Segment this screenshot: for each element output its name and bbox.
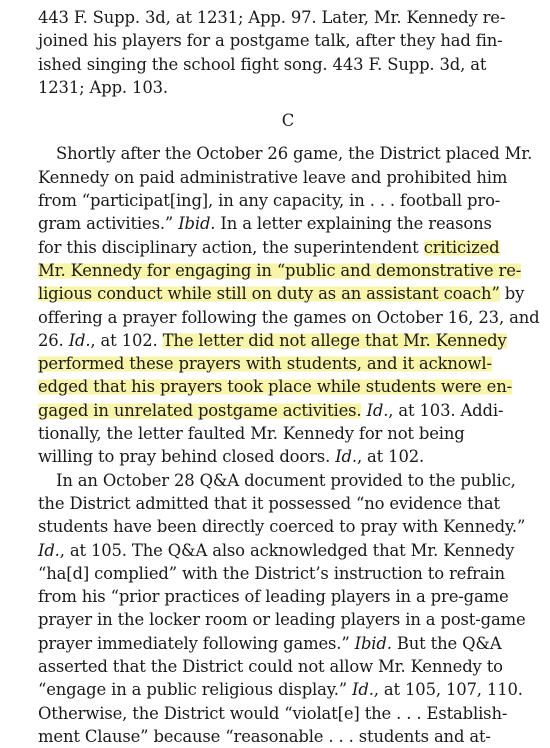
text-line [38,515,538,538]
paragraph-gap [38,99,538,109]
text-segment: prayer in the locker room or leading players in a post-game [38,610,526,630]
citation-text: Id. [352,680,374,700]
text-segment: , at 102. [356,447,425,467]
text-segment: But the Q&A [391,633,502,653]
text-segment: In a letter explaining the reasons [215,214,492,234]
text-segment: “ha[d] complied” with the District’s instruction to refrain [38,563,505,583]
citation-text: Ibid. [354,633,392,653]
text-line [38,702,538,725]
text-line [38,236,538,259]
text-segment: 26. [38,330,69,350]
text-segment: ment Clause” because “reasonable . . . students and at- [38,726,491,746]
text-line [38,329,538,352]
text-segment: , at 105, 107, 110. [373,680,523,700]
text-segment: Kennedy on paid administrative leave and prohibited him [38,167,508,187]
text-line [38,539,538,562]
text-segment: “engage in a public religious display.” [38,680,353,700]
citation-text: Id. [38,540,60,560]
text-segment: offering a prayer following the games on October 16, 23, and [38,307,540,327]
text-line [38,142,538,165]
text-segment: willing to pray behind closed doors. [38,447,336,467]
highlighted-text: gaged in unrelated postgame activities. [38,400,362,420]
text-segment: tionally, the letter faulted Mr. Kennedy for not being [38,424,465,444]
document-body [38,6,538,748]
text-line [38,422,538,445]
highlighted-text: The letter did not allege that Mr. Kennedy [162,330,507,350]
citation-text: Id. [335,447,357,467]
text-segment: joined his players for a postgame talk, after they had fin- [38,31,503,51]
text-segment: prayer immediately following games.” [38,633,355,653]
text-segment: gram activities.” [38,214,179,234]
text-line [38,492,538,515]
text-line [38,306,538,329]
text-line [38,445,538,468]
text-line [38,585,538,608]
text-line [38,469,538,492]
highlighted-text: criticized [423,237,500,257]
text-segment: the District admitted that it possessed “no evidence that [38,493,500,513]
text-line [38,608,538,631]
text-line [38,166,538,189]
text-segment: , at 103. Addi- [388,400,504,420]
text-segment: In an October 28 Q&A document provided to the public, [56,470,516,490]
text-line [38,53,538,76]
text-line [38,678,538,701]
text-segment: 443 F. Supp. 3d, at 1231; App. 97. Later, Mr. Kennedy re- [38,8,506,27]
text-line [38,725,538,748]
text-line [38,76,538,99]
text-segment: , at 102. [90,330,163,350]
text-line [38,352,538,375]
text-line [38,399,538,422]
text-line [38,6,538,29]
text-line [38,189,538,212]
citation-text: Id. [366,400,389,420]
text-segment: , at 105. The Q&A also acknowledged that Mr. Kennedy [59,540,515,560]
text-segment: asserted that the District could not allow Mr. Kennedy to [38,657,503,677]
highlighted-text: performed these prayers with students, and it acknowl- [38,354,492,374]
text-line [38,655,538,678]
text-line [38,259,538,282]
text-line [38,562,538,585]
text-line [38,29,538,52]
text-line [38,282,538,305]
text-segment: for this disciplinary action, the superintendent [38,237,424,257]
citation-text: Ibid. [178,214,216,234]
text-segment: by [499,284,525,304]
section-heading [38,109,538,132]
text-segment: Shortly after the October 26 game, the District placed Mr. [56,144,533,164]
text-line [38,375,538,398]
citation-text: Id. [68,330,91,350]
text-segment: students have been directly coerced to pray with Kennedy.” [38,517,526,537]
text-line [38,632,538,655]
paragraph-gap [38,132,538,142]
text-line [38,212,538,235]
highlighted-text: ligious conduct while still on duty as an assistant coach” [38,284,500,304]
highlighted-text: Mr. Kennedy for engaging in “public and demonstrative re- [38,260,522,280]
text-segment: 1231; App. 103. [38,77,168,97]
text-segment: Otherwise, the District would “violat[e] the . . . Establish- [38,703,508,723]
text-segment: from “participat[ing], in any capacity, in . . . football pro- [38,191,501,211]
text-segment: ished singing the school fight song. 443 F. Supp. 3d, at [38,54,487,74]
highlighted-text: edged that his prayers took place while students were en- [38,377,513,397]
text-segment: C [281,111,295,131]
text-segment: from his “prior practices of leading players in a pre-game [38,587,509,607]
